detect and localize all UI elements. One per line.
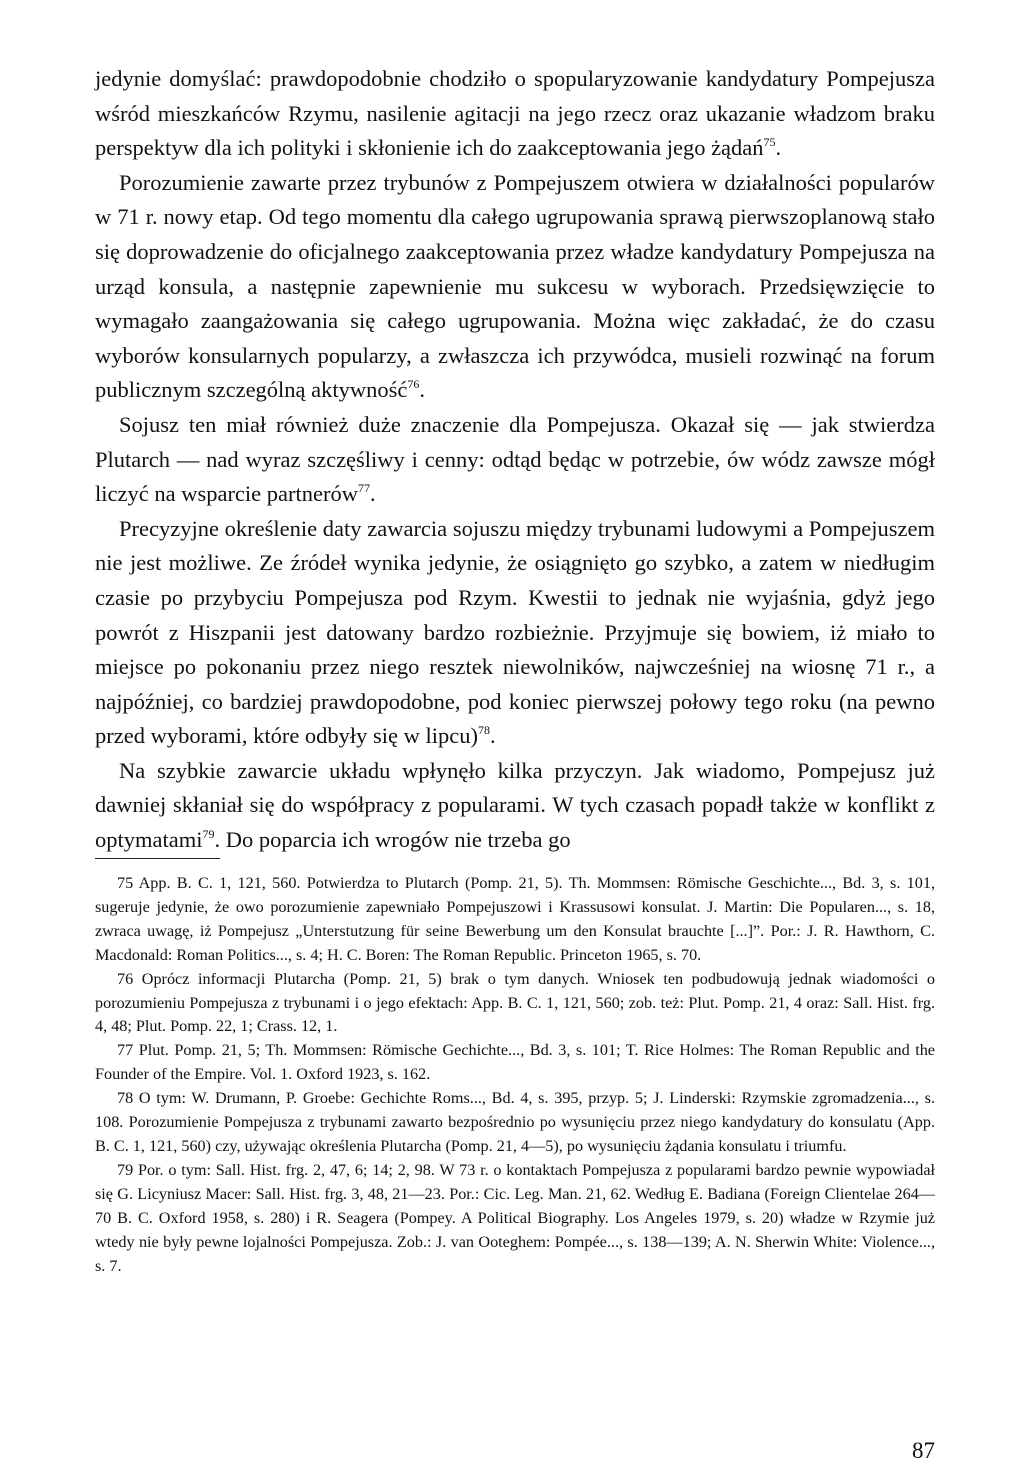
paragraph-4-end: .: [490, 723, 496, 749]
paragraph-1-text: jedynie domyślać: prawdopodobnie chodziło o spopularyzowanie kandydatury Pompejusza wśród mieszkańców Rzymu, nasilenie agitacji na jego rzecz oraz ukazanie władzom braku perspektyw dla ich polityki i skłonienie ich do zaakceptowania jego żądań: [95, 66, 935, 161]
footnote-76: 76 Oprócz informacji Plutarcha (Pomp. 21, 5) brak o tym danych. Wniosek ten podbudowują jednak wiadomości o porozumieniu Pompejusza z trybunami i o jego efektach: App. B. C. 1, 121, 560; zob. też: Plut. Pomp. 21, 4 oraz: Sall. Hist. frg. 4, 48; Plut. Pomp. 22, 1; Crass. 12, 1.: [95, 969, 935, 1036]
footnote-79: 79 Por. o tym: Sall. Hist. frg. 2, 47, 6; 14; 2, 98. W 73 r. o kontaktach Pompejusza z popularami bardzo pewnie wypowiadał się G. Licyniusz Macer: Sall. Hist. frg. 3, 48, 21—23. Por.: Cic. Leg. Man. 21, 62. Według E. Badiana (Foreign Clientelae 264—70 B. C. Oxford 1958, s. 280) i R. Seagera (Pompey. A Political Biography. Los Angeles 1979, s. 20) władze w Rzymie już wtedy nie były pewne lojalności Pompejusza. Zob.: J. van Ooteghem: Pompée..., s. 138—139; A. N. Sherwin White: Violence..., s. 7.: [95, 1160, 935, 1275]
footnote-78: 78 O tym: W. Drumann, P. Groebe: Gechichte Roms..., Bd. 4, s. 395, przyp. 5; J. Linderski: Rzymskie zgromadzenia..., s. 108. Porozumienie Pompejusza z trybunami zawarto bezpośrednio po wysunięciu przez niego kandydatury do konsulatu (App. B. C. 1, 121, 560) czy, używając określenia Plutarcha (Pomp. 21, 4—5), po wysunięciu żądania konsulatu i triumfu.: [95, 1089, 935, 1155]
paragraph-1: [95, 62, 935, 166]
footnotes: [95, 872, 935, 1278]
footnote-ref-78[interactable]: 78: [478, 723, 491, 738]
paragraph-2-end: .: [419, 377, 426, 403]
paragraph-3-text: Sojusz ten miał również duże znaczenie dla Pompejusza. Okazał się — jak stwierdza Plutarch — nad wyraz szczęśliwy i cenny: odtąd będąc w potrzebie, ów wódz zawsze mógł liczyć na wsparcie partnerów: [95, 411, 935, 507]
paragraph-2: [95, 166, 935, 408]
paragraph-1-end: .: [775, 135, 782, 161]
main-text: [95, 62, 935, 858]
paragraph-3: [95, 408, 935, 512]
paragraph-5: [95, 754, 935, 858]
footnote-ref-77[interactable]: 77: [358, 481, 370, 496]
paragraph-5-text: Na szybkie zawarcie układu wpłynęło kilka przyczyn. Jak wiadomo, Pompejusz już dawniej skłaniał się do współpracy z popularami. W tych czasach popadł także w konflikt z optymatami: [95, 757, 935, 853]
paragraph-3-end: .: [370, 481, 376, 507]
footnote-ref-76[interactable]: 76: [407, 377, 420, 392]
footnote-ref-75[interactable]: 75: [763, 135, 776, 150]
paragraph-5-continuation: . Do poparcia ich wrogów nie trzeba go: [214, 827, 571, 853]
footnote-ref-79[interactable]: 79: [202, 827, 215, 842]
paragraph-2-text: Porozumienie zawarte przez trybunów z Pompejuszem otwiera w działalności popularów w 71 r. nowy etap. Od tego momentu dla całego ugrupowania sprawą pierwszoplanową stało się doprowadzenie do oficjalnego zaakceptowania przez władze kandydatury Pompejusza na urząd konsula, a następnie zapewnienie mu sukcesu w wyborach. Przedsięwzięcie to wymagało zaangażowania się całego ugrupowania. Można więc zakładać, że do czasu wyborów konsularnych popularzy, a zwłaszcza ich przywódca, musieli rozwinąć na forum publicznym szczególną aktywność: [95, 169, 935, 403]
paragraph-4-text: Precyzyjne określenie daty zawarcia sojuszu między trybunami ludowymi a Pompejuszem nie jest możliwe. Ze źródeł wynika jedynie, że osiągnięto go szybko, a zatem w niedługim czasie po przybyciu Pompejusza pod Rzym. Kwestii to jednak nie wyjaśnia, gdyż jego powrót z Hiszpanii jest datowany bardzo rozbieżnie. Przyjmuje się bowiem, iż miało to miejsce po pokonaniu przez niego resztek niewolników, najwcześniej na wiosnę 71 r., a najpóźniej, co bardziej prawdopodobne, pod koniec pierwszej połowy tego roku (na pewno przed wyborami, które odbyły się w lipcu): [95, 515, 935, 749]
page-number: 87: [912, 1438, 935, 1463]
paragraph-4: [95, 512, 935, 754]
footnote-separator: [95, 858, 220, 859]
footnote-75: 75 App. B. C. 1, 121, 560. Potwierdza to Plutarch (Pomp. 21, 5). Th. Mommsen: Römische Geschichte..., Bd. 3, s. 101, sugeruje jedynie, że owo porozumienie zapewniało Pompejuszowi i Krassusowi konsulat. J. Martin: Die Popularen..., s. 18, zwraca uwagę, iż Pompejusz „Unterstutzung für seine Bewerbung um den Konsulat brauchte [...]”. Por.: J. R. Hawthorn, C. Macdonald: Roman Politics..., s. 4; H. C. Boren: The Roman Republic. Princeton 1965, s. 70.: [95, 874, 935, 964]
footnote-77: 77 Plut. Pomp. 21, 5; Th. Mommsen: Römische Gechichte..., Bd. 3, s. 101; T. Rice Holmes: The Roman Republic and the Founder of the Empire. Vol. 1. Oxford 1923, s. 162.: [95, 1041, 935, 1084]
